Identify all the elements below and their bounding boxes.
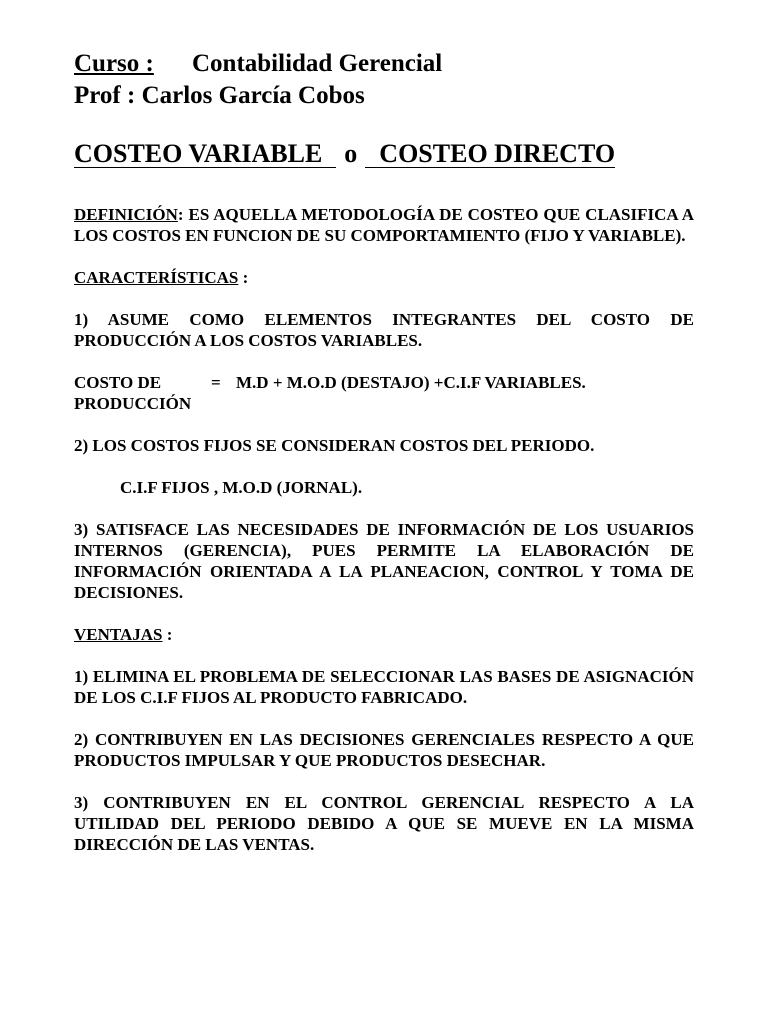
ventajas-heading-suffix: : bbox=[162, 625, 173, 644]
document-title bbox=[74, 138, 694, 170]
ventaja-item-3: 3) CONTRIBUYEN EN EL CONTROL GERENCIAL RESPECTO A LA UTILIDAD DEL PERIODO DEBIDO A QUE SE MUEVE EN LA MISMA DIRECCIÓN DE LAS VENTAS. bbox=[74, 793, 694, 854]
caracteristica-item-1: 1) ASUME COMO ELEMENTOS INTEGRANTES DEL COSTO DE PRODUCCIÓN A LOS COSTOS VARIABLES. bbox=[74, 310, 694, 350]
document-page bbox=[74, 48, 694, 855]
definition-separator: : bbox=[177, 205, 184, 224]
formula-label-line1: COSTO DE bbox=[74, 373, 162, 392]
caracteristica-item-2-detail: C.I.F FIJOS , M.O.D (JORNAL). bbox=[120, 478, 363, 497]
course-line bbox=[74, 48, 694, 80]
formula-label-line2: PRODUCCIÓN bbox=[74, 394, 192, 413]
ventajas-heading-text: VENTAJAS bbox=[74, 625, 163, 644]
formula-equals: = bbox=[211, 373, 221, 392]
caracteristicas-heading-text: CARACTERÍSTICAS bbox=[74, 268, 239, 287]
course-name: Contabilidad Gerencial bbox=[192, 50, 443, 77]
ventajas-heading bbox=[74, 624, 694, 645]
document-body bbox=[74, 170, 694, 855]
caracteristicas-heading-suffix: : bbox=[238, 268, 249, 287]
definition-label: DEFINICIÓN bbox=[74, 205, 178, 224]
ventaja-item-2: 2) CONTRIBUYEN EN LAS DECISIONES GERENCIALES RESPECTO A QUE PRODUCTOS IMPULSAR Y QUE PRODUCTOS DESECHAR. bbox=[74, 730, 694, 770]
formula-expression: M.D + M.O.D (DESTAJO) +C.I.F VARIABLES. bbox=[236, 373, 586, 392]
course-label: Curso : bbox=[74, 50, 154, 77]
definition-text: ES AQUELLA METODOLOGÍA DE COSTEO QUE CLASIFICA A LOS COSTOS EN FUNCION DE SU COMPORTAMIENTO (FIJO Y VARIABLE). bbox=[74, 205, 694, 245]
definition-paragraph bbox=[74, 204, 694, 246]
title-connector: o bbox=[344, 139, 358, 168]
caracteristica-item-2: 2) LOS COSTOS FIJOS SE CONSIDERAN COSTOS DEL PERIODO. bbox=[74, 436, 595, 455]
ventaja-item-1: 1) ELIMINA EL PROBLEMA DE SELECCIONAR LAS BASES DE ASIGNACIÓN DE LOS C.I.F FIJOS AL PRODUCTO FABRICADO. bbox=[74, 667, 694, 707]
caracteristica-item-3: 3) SATISFACE LAS NECESIDADES DE INFORMACIÓN DE LOS USUARIOS INTERNOS (GERENCIA), PUES PERMITE LA ELABORACIÓN DE INFORMACIÓN ORIENTADA A LA PLANEACION, CONTROL Y TOMA DE DECISIONES. bbox=[74, 520, 694, 602]
caracteristicas-heading bbox=[74, 267, 694, 288]
cost-formula bbox=[74, 372, 694, 414]
professor-line: Prof : Carlos García Cobos bbox=[74, 82, 365, 109]
title-costeo-variable: COSTEO VARIABLE bbox=[74, 141, 336, 168]
title-costeo-directo: COSTEO DIRECTO bbox=[365, 141, 615, 168]
